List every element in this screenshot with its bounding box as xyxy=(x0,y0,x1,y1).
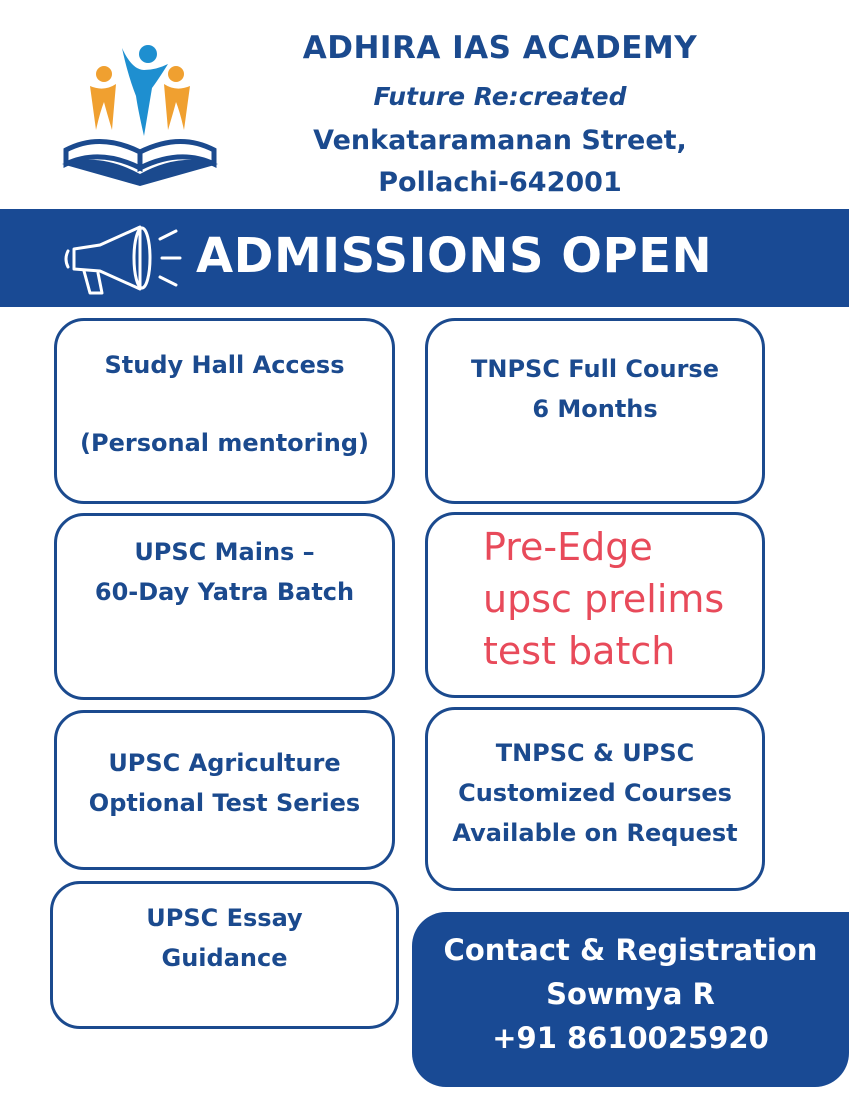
address-line-2: Pollachi-642001 xyxy=(378,167,622,198)
customized-line-1: TNPSC & UPSC xyxy=(495,739,695,767)
pre-edge-line-2: upsc prelims xyxy=(483,577,725,621)
upsc-mains-title: UPSC Mains – xyxy=(134,538,315,566)
contact-phone[interactable]: +91 8610025920 xyxy=(492,1021,769,1055)
address-line-1: Venkataramanan Street, xyxy=(313,125,687,156)
agriculture-line-2: Optional Test Series xyxy=(88,789,361,817)
tnpsc-full-course-duration: 6 Months xyxy=(532,395,658,423)
admissions-open-heading: ADMISSIONS OPEN xyxy=(196,228,713,284)
contact-name: Sowmya R xyxy=(546,977,715,1011)
pre-edge-line-1: Pre-Edge xyxy=(483,525,653,569)
upsc-mains-card xyxy=(54,513,395,700)
study-hall-subtitle: (Personal mentoring) xyxy=(80,429,369,457)
tnpsc-full-course-card xyxy=(425,318,765,504)
essay-line-1: UPSC Essay xyxy=(146,904,303,932)
tnpsc-full-course-title: TNPSC Full Course xyxy=(471,355,719,383)
book-people-logo-icon xyxy=(60,40,225,190)
contact-registration-box xyxy=(412,912,849,1087)
academy-tagline: Future Re:created xyxy=(373,82,627,111)
customized-courses-card xyxy=(425,707,765,891)
customized-line-2: Customized Courses xyxy=(458,779,732,807)
academy-title: ADHIRA IAS ACADEMY xyxy=(302,30,698,66)
contact-heading: Contact & Registration xyxy=(443,933,818,967)
megaphone-icon xyxy=(60,219,185,299)
upsc-mains-subtitle: 60-Day Yatra Batch xyxy=(94,578,355,606)
customized-line-3: Available on Request xyxy=(452,819,738,847)
study-hall-title: Study Hall Access xyxy=(104,351,345,379)
study-hall-card xyxy=(54,318,395,504)
agriculture-line-1: UPSC Agriculture xyxy=(108,749,341,777)
pre-edge-card xyxy=(425,512,765,698)
admissions-banner xyxy=(0,209,849,307)
essay-line-2: Guidance xyxy=(161,944,288,972)
pre-edge-line-3: test batch xyxy=(483,629,676,673)
agriculture-optional-card xyxy=(54,710,395,870)
essay-guidance-card xyxy=(50,881,399,1029)
